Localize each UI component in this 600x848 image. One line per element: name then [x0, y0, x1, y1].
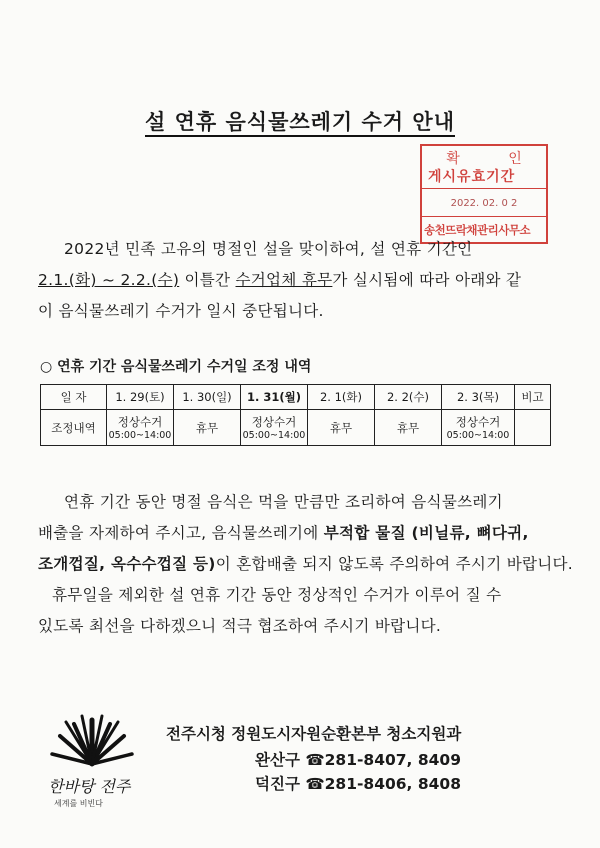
intro-line-2 — [38, 265, 563, 296]
header-cell: 1. 30(일) — [174, 385, 241, 410]
header-cell: 1. 29(토) — [107, 385, 174, 410]
table-header-row — [41, 385, 551, 410]
body-line-2 — [38, 518, 563, 549]
header-cell: 일 자 — [41, 385, 107, 410]
table-cell: 휴무 — [375, 410, 442, 446]
table-cell: 정상수거 05:00~14:00 — [107, 410, 174, 446]
stamp-confirm-right: 인 — [508, 151, 522, 167]
stamp-office: 송천뜨락채관리사무소 — [424, 223, 531, 237]
row-label: 조정내역 — [41, 410, 107, 446]
stamp-confirm-left: 확 — [446, 151, 460, 167]
table-cell — [515, 410, 551, 446]
table-row — [41, 410, 551, 446]
svg-text:한바탕 전주: 한바탕 전주 — [48, 777, 131, 796]
confirmation-stamp — [420, 144, 548, 244]
body-line-1: 연휴 기간 동안 명절 음식은 먹을 만큼만 조리하여 음식물쓰레기 — [64, 493, 503, 511]
body-line-4: 휴무일을 제외한 설 연휴 기간 동안 정상적인 수거가 이루어 질 수 — [52, 586, 502, 604]
schedule-table — [40, 384, 551, 446]
prohibited-items: 부적합 물질 (비닐류, 뼈다귀, — [323, 524, 529, 542]
logo-slogan: 세계를 비빈다 — [54, 799, 103, 808]
body-paragraph — [38, 487, 574, 642]
closure-notice: 수거업체 휴무 — [235, 271, 333, 289]
header-cell: 2. 1(화) — [308, 385, 375, 410]
header-cell: 비고 — [515, 385, 551, 410]
prohibited-items-cont: 조개껍질, 옥수수껍질 등) — [38, 555, 216, 573]
header-cell: 2. 3(목) — [442, 385, 515, 410]
holiday-dates: 2.1.(화) ~ 2.2.(수) — [38, 271, 180, 289]
stamp-label: 게시유효기간 — [428, 169, 516, 185]
table-cell: 휴무 — [308, 410, 375, 446]
header-cell: 2. 2(수) — [375, 385, 442, 410]
logo-wordmark — [48, 777, 132, 796]
table-cell: 정상수거 05:00~14:00 — [442, 410, 515, 446]
table-cell: 휴무 — [174, 410, 241, 446]
body-line-5: 있도록 최선을 다하겠으니 적극 협조하여 주시기 바랍니다. — [38, 617, 442, 635]
contact-organization: 전주시청 정원도시자원순환본부 청소지원과 — [166, 725, 462, 743]
stamp-date: 2022. 02. 0 2 — [450, 198, 518, 209]
intro-line-3: 이 음식물쓰레기 수거가 일시 중단됩니다. — [38, 302, 324, 320]
table-cell: 정상수거 05:00~14:00 — [241, 410, 308, 446]
intro-text: 이틀간 — [179, 271, 236, 289]
page-title: 설 연휴 음식물쓰레기 수거 안내 — [0, 106, 600, 136]
body-text: 이 혼합배출 되지 않도록 주의하여 주시기 바랍니다. — [215, 555, 574, 573]
intro-text: 가 실시됨에 따라 아래와 같 — [332, 271, 522, 289]
body-line-3 — [38, 549, 574, 580]
intro-line-1: 2022년 민족 고유의 명절인 설을 맞이하여, 설 연휴 기간인 — [64, 240, 473, 258]
body-text: 배출을 자제하여 주시고, 음식물쓰레기에 — [38, 524, 324, 542]
intro-paragraph — [38, 234, 563, 327]
section-title: ○ 연휴 기간 음식물쓰레기 수거일 조정 내역 — [40, 359, 312, 375]
header-cell: 1. 31(월) — [241, 385, 308, 410]
contact-wansan: 완산구 ☎281-8407, 8409 — [255, 751, 461, 769]
contact-deokjin: 덕진구 ☎281-8406, 8408 — [255, 775, 461, 793]
jeonju-logo-icon — [44, 712, 140, 808]
